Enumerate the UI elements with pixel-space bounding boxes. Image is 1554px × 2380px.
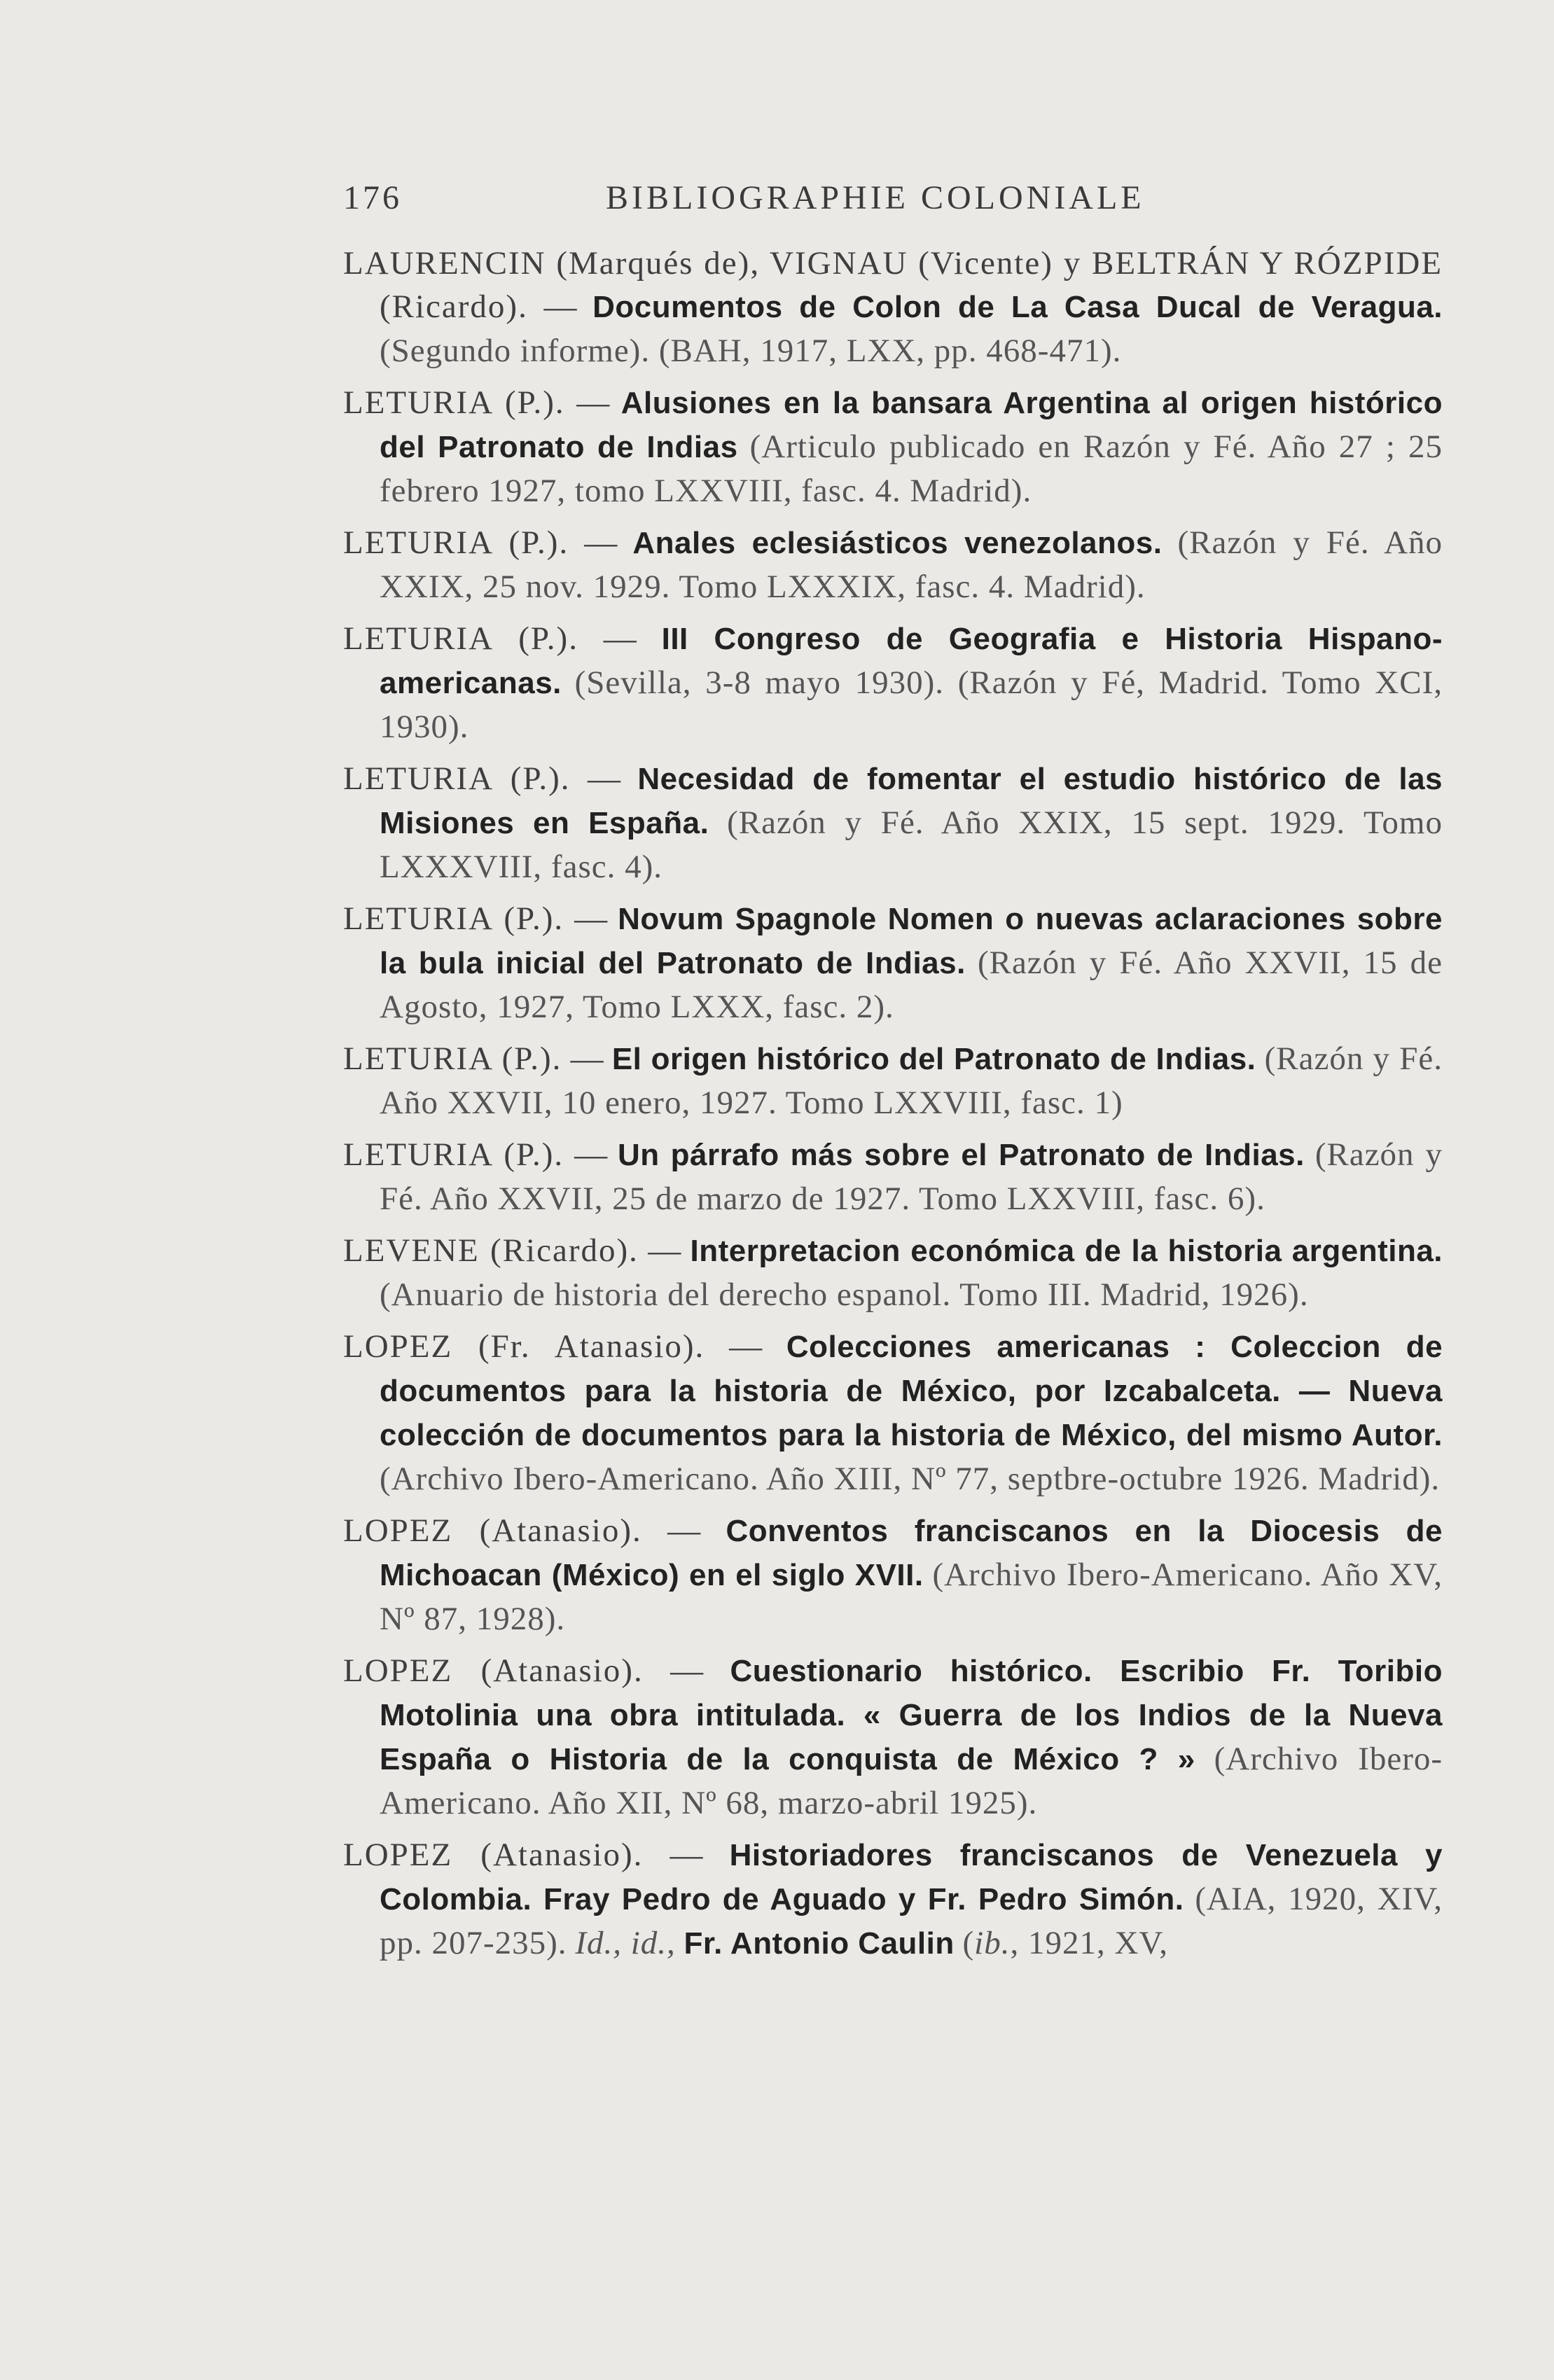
entry-title: Documentos de Colon de La Casa Ducal de Veragua. (592, 290, 1443, 324)
entry-reference: (Razón y Fé. Año XXVII, 25 de marzo de 1927. Tomo LXXVIII, fasc. 6). (380, 1136, 1443, 1217)
entry-ibidem: ib. (974, 1925, 1011, 1961)
bibliography-entry: LEVENE (Ricardo). — Interpretacion económica de la historia argentina. (Anuario de historia del derecho espanol. Tomo III. Madrid, 1926). (343, 1232, 1443, 1313)
page-number: 176 (343, 179, 402, 216)
entry-reference: (Anuario de historia del derecho espanol. Tomo III. Madrid, 1926). (380, 1276, 1309, 1313)
entry-title: El origen histórico del Patronato de Indias. (611, 1042, 1256, 1076)
bibliography-entry: LETURIA (P.). — El origen histórico del Patronato de Indias. (Razón y Fé. Año XXVII, 10 enero, 1927. Tomo LXXVIII, fasc. 1) (343, 1041, 1443, 1121)
entry-author: LETURIA (P.). (343, 900, 564, 937)
entry-reference: (AIA, 1920, XIV, pp. 207-235). (380, 1881, 1443, 1961)
entry-reference-open: ( (962, 1925, 975, 1961)
entry-author: LETURIA (P.). (343, 384, 565, 421)
entry-reference: (Razón y Fé. Año XXVII, 15 de Agosto, 1927, Tomo LXXX, fasc. 2). (380, 945, 1443, 1025)
entry-title: Interpretacion económica de la historia argentina. (690, 1234, 1443, 1268)
entry-author: LETURIA (P.). (343, 524, 569, 561)
entry-reference-close: , 1921, XV, (1010, 1925, 1169, 1961)
entry-title: III Congreso de Geografia e Historia Hispano-americanas. (380, 622, 1443, 700)
bibliography-list (343, 242, 1443, 1974)
entry-title: Colecciones americanas : Coleccion de documentos para la historia de México, por Izcabalceta. — Nueva colección de documentos para la historia de México, del mismo Autor. (380, 1330, 1443, 1452)
entry-title: Alusiones en la bansara Argentina al origen histórico del Patronato de Indias (380, 386, 1443, 464)
bibliography-entry: LETURIA (P.). — Alusiones en la bansara Argentina al origen histórico del Patronato de Indias (Articulo publicado en Razón y Fé. Año 27 ; 25 febrero 1927, tomo LXXVIII, fasc. 4. Madrid). (343, 384, 1443, 509)
bibliography-entry: LETURIA (P.). — Necesidad de fomentar el estudio histórico de las Misiones en España. (Razón y Fé. Año XXIX, 15 sept. 1929. Tomo LXXXVIII, fasc. 4). (343, 760, 1443, 885)
entry-author: LETURIA (P.). (343, 620, 578, 657)
bibliography-entry: LETURIA (P.). — III Congreso de Geografia e Historia Hispano-americanas. (Sevilla, 3-8 mayo 1930). (Razón y Fé, Madrid. Tomo XCI, 1930). (343, 620, 1443, 745)
bibliography-entry: LETURIA (P.). — Un párrafo más sobre el Patronato de Indias. (Razón y Fé. Año XXVII, 25 de marzo de 1927. Tomo LXXVIII, fasc. 6). (343, 1136, 1443, 1217)
entry-reference: (Razón y Fé. Año XXIX, 15 sept. 1929. Tomo LXXXVIII, fasc. 4). (380, 805, 1443, 885)
bibliography-entry: LOPEZ (Atanasio). — Cuestionario histórico. Escribio Fr. Toribio Motolinia una obra intitulada. « Guerra de los Indios de la Nueva España o Historia de la conquista de México ? » (Archivo Ibero-Americano. Año XII, Nº 68, marzo-abril 1925). (343, 1652, 1443, 1821)
entry-title-2: Fr. Antonio Caulin (684, 1926, 955, 1961)
entry-title: Cuestionario histórico. Escribio Fr. Toribio Motolinia una obra intitulada. « Guerra de los Indios de la Nueva España o Historia de la conquista de México ? » (380, 1654, 1443, 1776)
entry-author: LOPEZ (Atanasio). (343, 1652, 644, 1689)
entry-author: LETURIA (P.). (343, 1136, 564, 1173)
entry-title: Un párrafo más sobre el Patronato de Indias. (618, 1138, 1305, 1172)
entry-reference: (Razón y Fé. Año XXVII, 10 enero, 1927. Tomo LXXVIII, fasc. 1) (380, 1041, 1443, 1121)
entry-reference: (Articulo publicado en Razón y Fé. Año 27 ; 25 febrero 1927, tomo LXXVIII, fasc. 4. Madrid). (380, 429, 1443, 509)
entry-reference: (Archivo Ibero-Americano. Año XV, Nº 87, 1928). (380, 1557, 1443, 1637)
entry-reference: (Archivo Ibero-Americano. Año XII, Nº 68, marzo-abril 1925). (380, 1741, 1443, 1821)
entry-ibid: Id., id., (575, 1925, 676, 1961)
bibliography-entry: LOPEZ (Atanasio). — Conventos franciscanos en la Diocesis de Michoacan (México) en el siglo XVII. (Archivo Ibero-Americano. Año XV, Nº 87, 1928). (343, 1512, 1443, 1637)
bibliography-entry: LOPEZ (Fr. Atanasio). — Colecciones americanas : Coleccion de documentos para la historia de México, por Izcabalceta. — Nueva colección de documentos para la historia de México, del mismo Autor. (Archivo Ibero-Americano. Año XIII, Nº 77, septbre-octubre 1926. Madrid). (343, 1328, 1443, 1497)
entry-reference: (Razón y Fé. Año XXIX, 25 nov. 1929. Tomo LXXXIX, fasc. 4. Madrid). (380, 524, 1443, 605)
entry-title: Necesidad de fomentar el estudio histórico de las Misiones en España. (380, 762, 1443, 840)
entry-title: Novum Spagnole Nomen o nuevas aclaraciones sobre la bula inicial del Patronato de Indias. (380, 902, 1443, 980)
entry-reference: (Sevilla, 3-8 mayo 1930). (Razón y Fé, Madrid. Tomo XCI, 1930). (380, 664, 1443, 745)
bibliography-entry: LETURIA (P.). — Novum Spagnole Nomen o nuevas aclaraciones sobre la bula inicial del Patronato de Indias. (Razón y Fé. Año XXVII, 15 de Agosto, 1927, Tomo LXXX, fasc. 2). (343, 900, 1443, 1025)
entry-reference: (Archivo Ibero-Americano. Año XIII, Nº 77, septbre-octubre 1926. Madrid). (380, 1461, 1441, 1497)
entry-reference: (Segundo informe). (BAH, 1917, LXX, pp. 468-471). (380, 333, 1122, 369)
entry-author: LOPEZ (Atanasio). (343, 1837, 644, 1873)
entry-author: LEVENE (Ricardo). (343, 1232, 639, 1269)
running-title: BIBLIOGRAPHIE COLONIALE (606, 179, 1145, 216)
bibliography-entry-last: LOPEZ (Atanasio). — Historiadores franciscanos de Venezuela y Colombia. Fray Pedro de Aguado y Fr. Pedro Simón. (AIA, 1920, XIV, pp. 207-235). Id., id., Fr. Antonio Caulin (ib., 1921, XV, (343, 1837, 1443, 1961)
bibliography-entry: LAURENCIN (Marqués de), VIGNAU (Vicente) y BELTRÁN Y RÓZPIDE (Ricardo). — Documentos de Colon de La Casa Ducal de Veragua. (Segundo informe). (BAH, 1917, LXX, pp. 468-471). (343, 245, 1443, 369)
entry-author: LETURIA (P.). (343, 1041, 562, 1077)
entry-author: LETURIA (P.). (343, 760, 571, 797)
entry-author: LAURENCIN (Marqués de), VIGNAU (Vicente) y BELTRÁN Y RÓZPIDE (Ricardo). (343, 245, 1443, 325)
bibliography-entry: LETURIA (P.). — Anales eclesiásticos venezolanos. (Razón y Fé. Año XXIX, 25 nov. 1929. Tomo LXXXIX, fasc. 4. Madrid). (343, 524, 1443, 605)
entry-title: Anales eclesiásticos venezolanos. (632, 526, 1163, 560)
entry-title: Conventos franciscanos en la Diocesis de Michoacan (México) en el siglo XVII. (380, 1514, 1443, 1592)
entry-author: LOPEZ (Atanasio). (343, 1512, 642, 1549)
entry-author: LOPEZ (Fr. Atanasio). (343, 1328, 705, 1365)
entry-title: Historiadores franciscanos de Venezuela y Colombia. Fray Pedro de Aguado y Fr. Pedro Simón. (380, 1838, 1443, 1916)
